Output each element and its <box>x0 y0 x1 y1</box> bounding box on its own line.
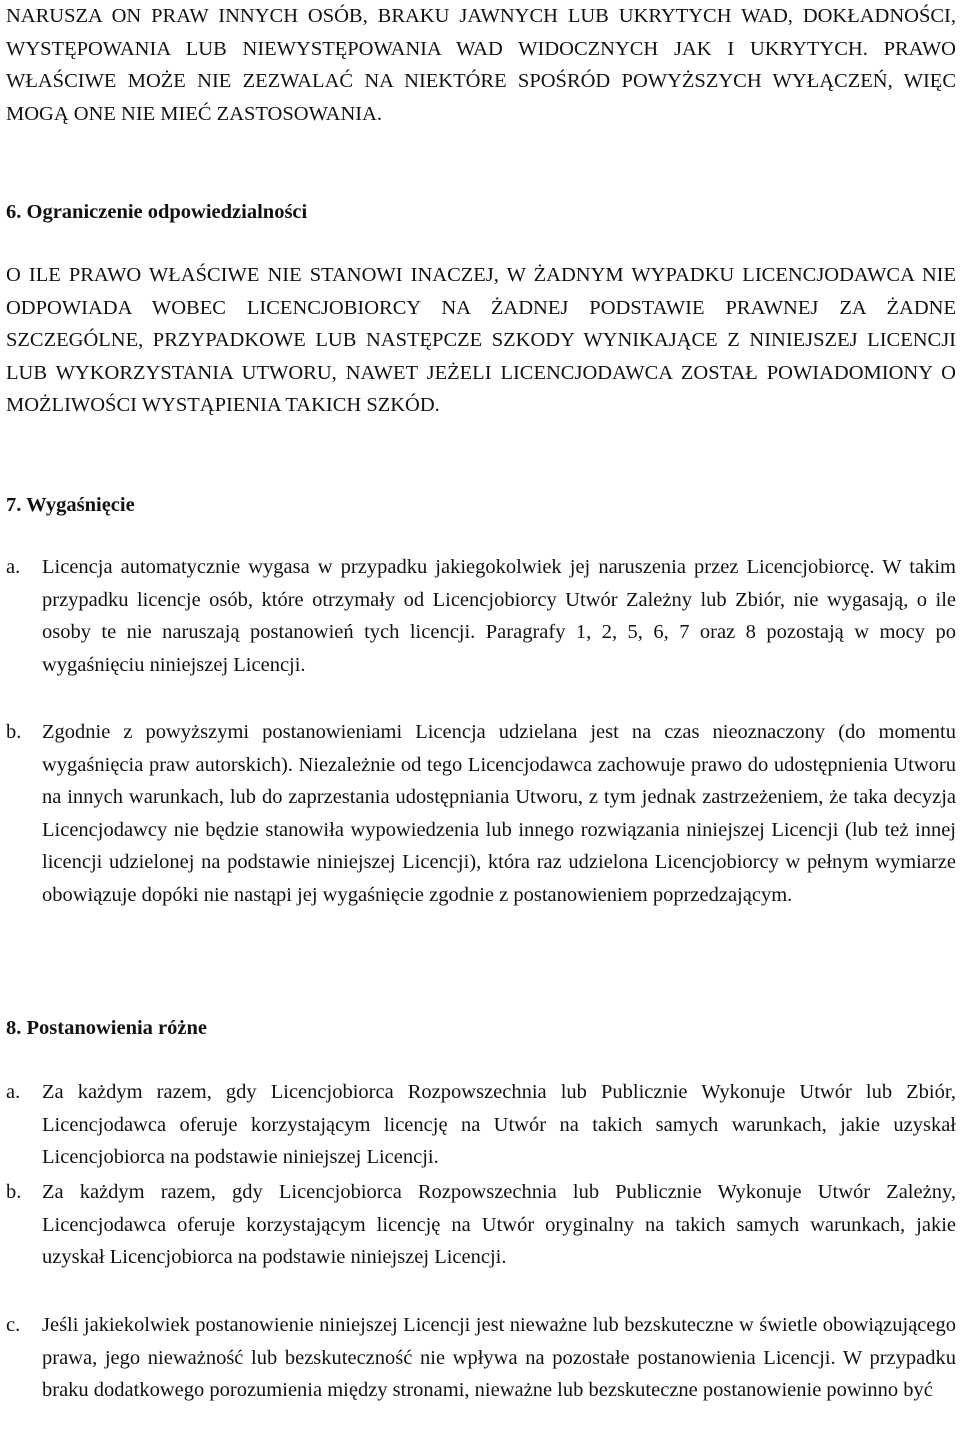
intro-paragraph: NARUSZA ON PRAW INNYCH OSÓB, BRAKU JAWNYCH LUB UKRYTYCH WAD, DOKŁADNOŚCI, WYSTĘPOWANIA LUB NIEWYSTĘPOWANIA WAD WIDOCZNYCH JAK I UKRYTYCH. PRAWO WŁAŚCIWE MOŻE NIE ZEZWALAĆ NA NIEKTÓRE SPOŚRÓD POWYŻSZYCH WYŁĄCZEŃ, WIĘC MOGĄ ONE NIE MIEĆ ZASTOSOWANIA. <box>6 5 956 125</box>
item-letter: a. <box>6 556 21 578</box>
section-6-paragraph: O ILE PRAWO WŁAŚCIWE NIE STANOWI INACZEJ, W ŻADNYM WYPADKU LICENCJODAWCA NIE ODPOWIADA WOBEC LICENCJOBIORCY NA ŻADNEJ PODSTAWIE PRAWNEJ ZA ŻADNE SZCZEGÓLNE, PRZYPADKOWE LUB NASTĘPCZE SZKODY WYNIKAJĄCE Z NINIEJSZEJ LICENCJI LUB WYKORZYSTANIA UTWORU, NAWET JEŻELI LICENCJODAWCA ZOSTAŁ POWIADOMIONY O MOŻLIWOŚCI WYSTĄPIENIA TAKICH SZKÓD. <box>6 264 956 417</box>
item-text: Jeśli jakiekolwiek postanowienie niniejszej Licencji jest nieważne lub bezskuteczne w świetle obowiązującego prawa, jego nieważność lub bezskuteczność nie wpływa na pozostałe postanowienia Licencji. W przypadku braku dodatkowego porozumienia między stronami, nieważne lub bezskuteczne postanowienie powinno być <box>42 1314 956 1402</box>
item-text: Za każdym razem, gdy Licencjobiorca Rozpowszechnia lub Publicznie Wykonuje Utwór Zależny, Licencjodawca oferuje korzystającym licencję na Utwór oryginalny na takich samych warunkach, jakie uzyskał Licencjobiorca na podstawie niniejszej Licencji. <box>42 1181 956 1269</box>
item-letter: a. <box>6 1081 21 1103</box>
item-letter: c. <box>6 1314 21 1336</box>
section-8-heading: 8. Postanowienia różne <box>6 1017 207 1039</box>
item-letter: b. <box>6 721 22 743</box>
item-text: Zgodnie z powyższymi postanowieniami Licencja udzielana jest na czas nieoznaczony (do momentu wygaśnięcia praw autorskich). Niezależnie od tego Licencjodawca zachowuje prawo do udostępnienia Utworu na innych warunkach, lub do zaprzestania udostępniania Utworu, z tym jednak zastrzeżeniem, że taka decyzja Licencjodawcy nie będzie stanowiła wypowiedzenia lub innego rozwiązania niniejszej Licencji (lub też innej licencji udzielonej na podstawie niniejszej Licencji), która raz udzielona Licencjobiorcy w pełnym wymiarze obowiązuje dopóki nie nastąpi jej wygaśnięcie zgodnie z postanowieniem poprzedzającym. <box>42 721 956 906</box>
section-7-heading: 7. Wygaśnięcie <box>6 494 135 516</box>
item-text: Za każdym razem, gdy Licencjobiorca Rozpowszechnia lub Publicznie Wykonuje Utwór lub Zbiór, Licencjodawca oferuje korzystającym licencję na Utwór na takich samych warunkach, jakie uzyskał Licencjobiorca na podstawie niniejszej Licencji. <box>42 1081 956 1169</box>
section-6-heading: 6. Ograniczenie odpowiedzialności <box>6 201 308 223</box>
item-text: Licencja automatycznie wygasa w przypadku jakiegokolwiek jej naruszenia przez Licencjobiorcę. W takim przypadku licencje osób, które otrzymały od Licencjobiorcy Utwór Zależny lub Zbiór, nie wygasają, o ile osoby te nie naruszają postanowień tych licencji. Paragrafy 1, 2, 5, 6, 7 oraz 8 pozostają w mocy po wygaśnięciu niniejszej Licencji. <box>42 556 956 676</box>
item-letter: b. <box>6 1181 22 1203</box>
